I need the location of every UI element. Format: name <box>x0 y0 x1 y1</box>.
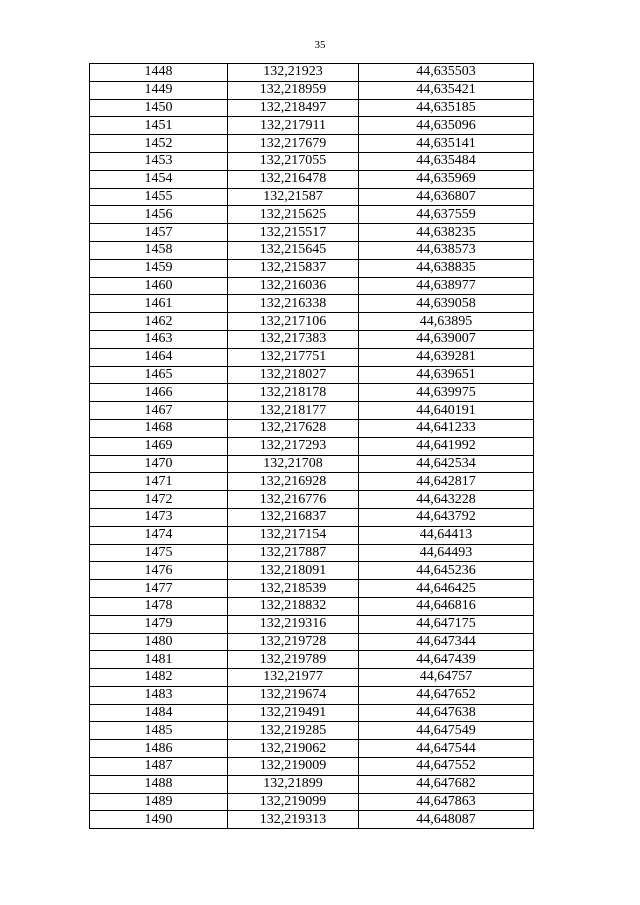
point-number-cell: 1464 <box>90 348 228 366</box>
table-row <box>90 330 534 348</box>
latitude-cell: 44,638977 <box>359 277 534 295</box>
point-number-cell: 1481 <box>90 651 228 669</box>
point-number-cell: 1465 <box>90 366 228 384</box>
point-number-cell: 1454 <box>90 170 228 188</box>
table-row <box>90 170 534 188</box>
point-number-cell: 1478 <box>90 597 228 615</box>
latitude-cell: 44,646425 <box>359 580 534 598</box>
table-row <box>90 295 534 313</box>
longitude-cell: 132,218959 <box>228 81 359 99</box>
point-number-cell: 1460 <box>90 277 228 295</box>
point-number-cell: 1456 <box>90 206 228 224</box>
point-number-cell: 1462 <box>90 313 228 331</box>
point-number-cell: 1489 <box>90 793 228 811</box>
longitude-cell: 132,219009 <box>228 758 359 776</box>
longitude-cell: 132,218178 <box>228 384 359 402</box>
latitude-cell: 44,635484 <box>359 152 534 170</box>
table-row <box>90 722 534 740</box>
point-number-cell: 1486 <box>90 740 228 758</box>
longitude-cell: 132,216478 <box>228 170 359 188</box>
latitude-cell: 44,643228 <box>359 491 534 509</box>
longitude-cell: 132,215517 <box>228 224 359 242</box>
latitude-cell: 44,636807 <box>359 188 534 206</box>
longitude-cell: 132,218539 <box>228 580 359 598</box>
latitude-cell: 44,648087 <box>359 811 534 829</box>
latitude-cell: 44,637559 <box>359 206 534 224</box>
longitude-cell: 132,216928 <box>228 473 359 491</box>
table-row <box>90 206 534 224</box>
latitude-cell: 44,647638 <box>359 704 534 722</box>
latitude-cell: 44,640191 <box>359 402 534 420</box>
table-row <box>90 775 534 793</box>
table-row <box>90 455 534 473</box>
latitude-cell: 44,635185 <box>359 99 534 117</box>
longitude-cell: 132,217679 <box>228 135 359 153</box>
table-row <box>90 348 534 366</box>
latitude-cell: 44,639058 <box>359 295 534 313</box>
longitude-cell: 132,219789 <box>228 651 359 669</box>
table-row <box>90 437 534 455</box>
longitude-cell: 132,219062 <box>228 740 359 758</box>
longitude-cell: 132,218177 <box>228 402 359 420</box>
coordinates-table-body <box>90 64 534 829</box>
point-number-cell: 1453 <box>90 152 228 170</box>
latitude-cell: 44,643792 <box>359 508 534 526</box>
table-row <box>90 473 534 491</box>
longitude-cell: 132,217911 <box>228 117 359 135</box>
latitude-cell: 44,647863 <box>359 793 534 811</box>
table-row <box>90 704 534 722</box>
longitude-cell: 132,217154 <box>228 526 359 544</box>
longitude-cell: 132,21899 <box>228 775 359 793</box>
point-number-cell: 1476 <box>90 562 228 580</box>
latitude-cell: 44,638573 <box>359 241 534 259</box>
longitude-cell: 132,217293 <box>228 437 359 455</box>
point-number-cell: 1451 <box>90 117 228 135</box>
table-row <box>90 562 534 580</box>
table-row <box>90 117 534 135</box>
latitude-cell: 44,646816 <box>359 597 534 615</box>
point-number-cell: 1482 <box>90 669 228 687</box>
table-row <box>90 313 534 331</box>
latitude-cell: 44,635421 <box>359 81 534 99</box>
longitude-cell: 132,21587 <box>228 188 359 206</box>
longitude-cell: 132,219316 <box>228 615 359 633</box>
longitude-cell: 132,21708 <box>228 455 359 473</box>
latitude-cell: 44,638235 <box>359 224 534 242</box>
point-number-cell: 1470 <box>90 455 228 473</box>
longitude-cell: 132,216338 <box>228 295 359 313</box>
point-number-cell: 1463 <box>90 330 228 348</box>
point-number-cell: 1448 <box>90 64 228 82</box>
point-number-cell: 1458 <box>90 241 228 259</box>
longitude-cell: 132,217106 <box>228 313 359 331</box>
table-row <box>90 277 534 295</box>
point-number-cell: 1455 <box>90 188 228 206</box>
latitude-cell: 44,639651 <box>359 366 534 384</box>
point-number-cell: 1475 <box>90 544 228 562</box>
table-row <box>90 259 534 277</box>
longitude-cell: 132,21923 <box>228 64 359 82</box>
latitude-cell: 44,64493 <box>359 544 534 562</box>
longitude-cell: 132,218027 <box>228 366 359 384</box>
longitude-cell: 132,217887 <box>228 544 359 562</box>
longitude-cell: 132,21977 <box>228 669 359 687</box>
longitude-cell: 132,216837 <box>228 508 359 526</box>
table-row <box>90 366 534 384</box>
latitude-cell: 44,635969 <box>359 170 534 188</box>
point-number-cell: 1480 <box>90 633 228 651</box>
longitude-cell: 132,217628 <box>228 419 359 437</box>
longitude-cell: 132,219313 <box>228 811 359 829</box>
table-row <box>90 188 534 206</box>
page-number: 35 <box>314 39 326 51</box>
latitude-cell: 44,642534 <box>359 455 534 473</box>
table-row <box>90 152 534 170</box>
longitude-cell: 132,217383 <box>228 330 359 348</box>
longitude-cell: 132,219285 <box>228 722 359 740</box>
longitude-cell: 132,217055 <box>228 152 359 170</box>
latitude-cell: 44,647544 <box>359 740 534 758</box>
point-number-cell: 1449 <box>90 81 228 99</box>
table-row <box>90 241 534 259</box>
table-row <box>90 526 534 544</box>
longitude-cell: 132,219728 <box>228 633 359 651</box>
point-number-cell: 1490 <box>90 811 228 829</box>
latitude-cell: 44,64757 <box>359 669 534 687</box>
latitude-cell: 44,641233 <box>359 419 534 437</box>
point-number-cell: 1483 <box>90 686 228 704</box>
longitude-cell: 132,219491 <box>228 704 359 722</box>
latitude-cell: 44,647652 <box>359 686 534 704</box>
table-row <box>90 597 534 615</box>
table-row <box>90 615 534 633</box>
longitude-cell: 132,218091 <box>228 562 359 580</box>
table-row <box>90 758 534 776</box>
table-row <box>90 99 534 117</box>
point-number-cell: 1479 <box>90 615 228 633</box>
point-number-cell: 1450 <box>90 99 228 117</box>
longitude-cell: 132,215625 <box>228 206 359 224</box>
latitude-cell: 44,63895 <box>359 313 534 331</box>
longitude-cell: 132,217751 <box>228 348 359 366</box>
table-row <box>90 669 534 687</box>
table-row <box>90 81 534 99</box>
table-row <box>90 793 534 811</box>
table-row <box>90 224 534 242</box>
latitude-cell: 44,647549 <box>359 722 534 740</box>
table-row <box>90 651 534 669</box>
latitude-cell: 44,647439 <box>359 651 534 669</box>
longitude-cell: 132,219099 <box>228 793 359 811</box>
latitude-cell: 44,635503 <box>359 64 534 82</box>
point-number-cell: 1488 <box>90 775 228 793</box>
latitude-cell: 44,639975 <box>359 384 534 402</box>
point-number-cell: 1457 <box>90 224 228 242</box>
table-row <box>90 384 534 402</box>
table-row <box>90 419 534 437</box>
latitude-cell: 44,641992 <box>359 437 534 455</box>
point-number-cell: 1487 <box>90 758 228 776</box>
longitude-cell: 132,218497 <box>228 99 359 117</box>
point-number-cell: 1471 <box>90 473 228 491</box>
point-number-cell: 1473 <box>90 508 228 526</box>
point-number-cell: 1468 <box>90 419 228 437</box>
latitude-cell: 44,647175 <box>359 615 534 633</box>
point-number-cell: 1474 <box>90 526 228 544</box>
longitude-cell: 132,215645 <box>228 241 359 259</box>
point-number-cell: 1484 <box>90 704 228 722</box>
longitude-cell: 132,218832 <box>228 597 359 615</box>
longitude-cell: 132,219674 <box>228 686 359 704</box>
point-number-cell: 1477 <box>90 580 228 598</box>
point-number-cell: 1466 <box>90 384 228 402</box>
point-number-cell: 1469 <box>90 437 228 455</box>
table-row <box>90 135 534 153</box>
table-row <box>90 64 534 82</box>
latitude-cell: 44,647344 <box>359 633 534 651</box>
table-row <box>90 491 534 509</box>
latitude-cell: 44,645236 <box>359 562 534 580</box>
latitude-cell: 44,638835 <box>359 259 534 277</box>
longitude-cell: 132,216036 <box>228 277 359 295</box>
latitude-cell: 44,639281 <box>359 348 534 366</box>
point-number-cell: 1467 <box>90 402 228 420</box>
table-row <box>90 633 534 651</box>
longitude-cell: 132,216776 <box>228 491 359 509</box>
table-row <box>90 686 534 704</box>
latitude-cell: 44,639007 <box>359 330 534 348</box>
point-number-cell: 1461 <box>90 295 228 313</box>
table-row <box>90 402 534 420</box>
table-row <box>90 580 534 598</box>
table-row <box>90 544 534 562</box>
point-number-cell: 1472 <box>90 491 228 509</box>
point-number-cell: 1452 <box>90 135 228 153</box>
table-row <box>90 508 534 526</box>
table-row <box>90 811 534 829</box>
latitude-cell: 44,635141 <box>359 135 534 153</box>
point-number-cell: 1459 <box>90 259 228 277</box>
latitude-cell: 44,64413 <box>359 526 534 544</box>
point-number-cell: 1485 <box>90 722 228 740</box>
table-row <box>90 740 534 758</box>
coordinates-table <box>89 63 534 829</box>
latitude-cell: 44,642817 <box>359 473 534 491</box>
longitude-cell: 132,215837 <box>228 259 359 277</box>
latitude-cell: 44,647552 <box>359 758 534 776</box>
latitude-cell: 44,635096 <box>359 117 534 135</box>
latitude-cell: 44,647682 <box>359 775 534 793</box>
